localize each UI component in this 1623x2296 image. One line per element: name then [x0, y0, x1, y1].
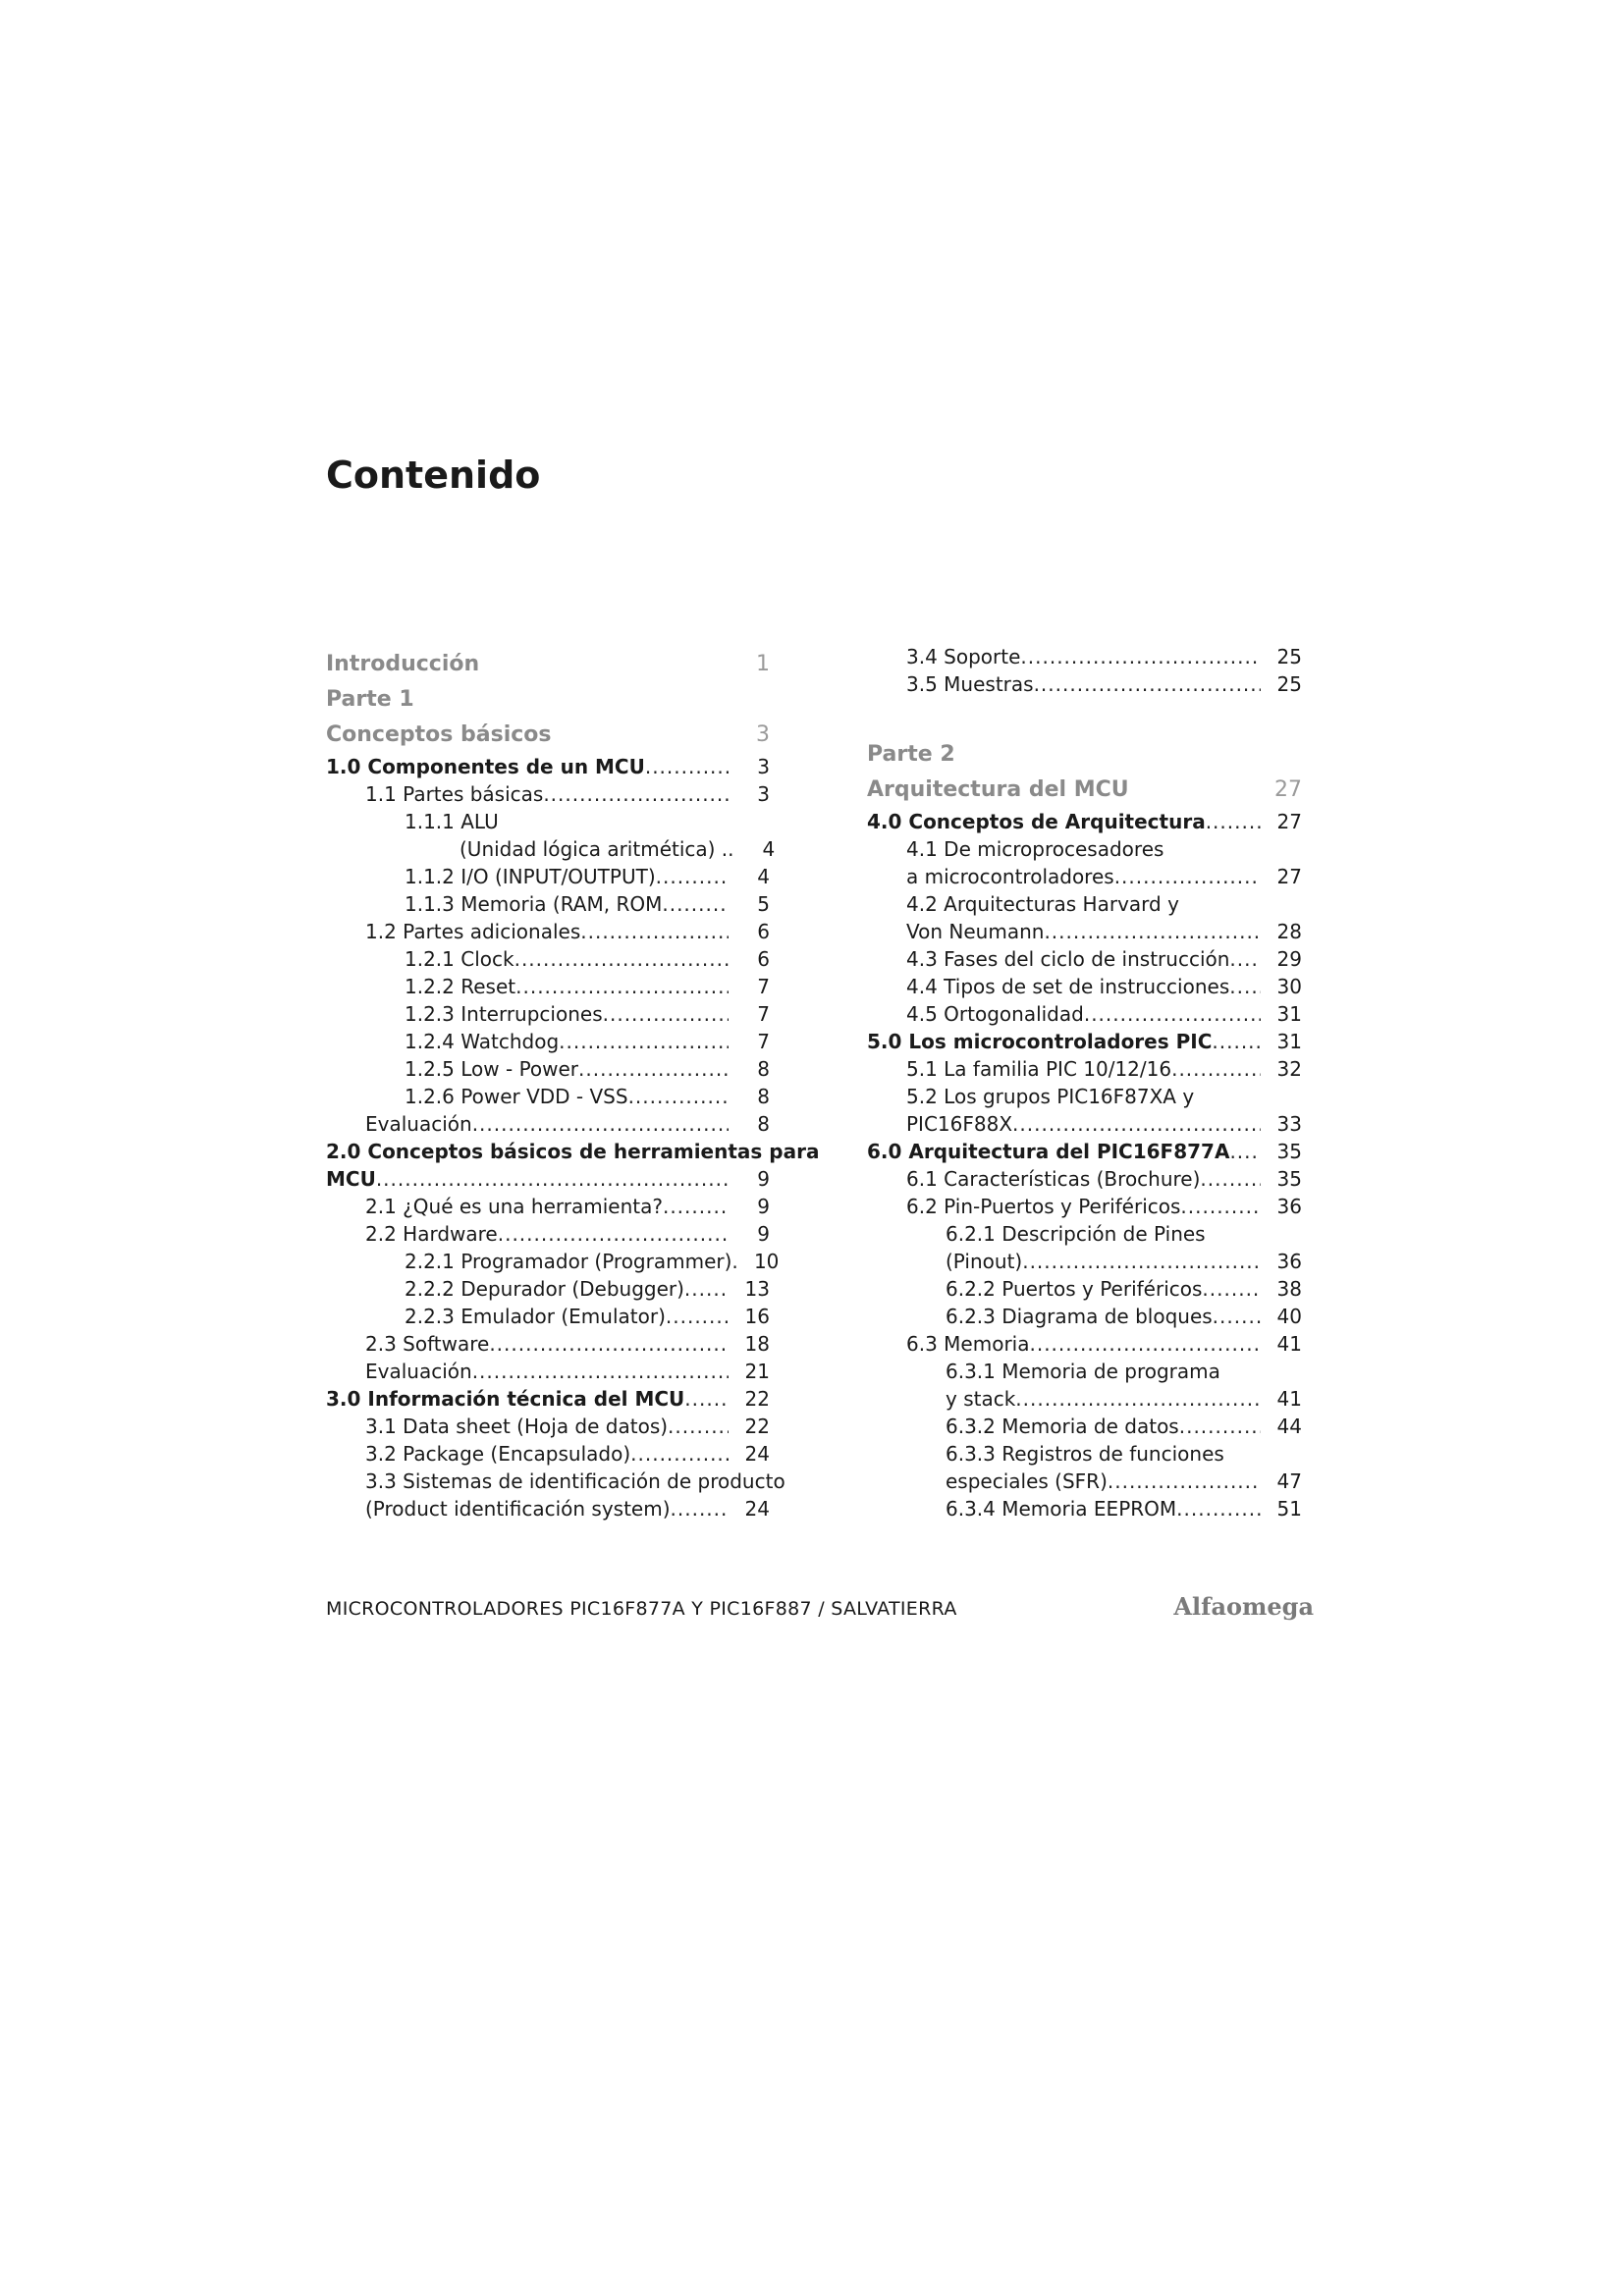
toc-entry: [867, 643, 1302, 670]
toc-entry: [326, 808, 770, 835]
toc-entry: [326, 1413, 770, 1440]
toc-entry: [326, 890, 770, 918]
toc-entry: [326, 1193, 770, 1220]
toc-dot-leader: [1034, 670, 1261, 698]
toc-dot-leader: [472, 1110, 729, 1138]
toc-entry-label: Parte 1: [326, 687, 414, 712]
toc-entry-label: 6.2.2 Puertos y Periféricos: [946, 1277, 1203, 1301]
toc-entry: [867, 1385, 1302, 1413]
toc-entry-page: 4: [762, 837, 776, 861]
toc-entry-page: 7: [757, 1030, 770, 1053]
toc-dot-leader: [645, 753, 729, 780]
toc-dot-leader: [1202, 1275, 1261, 1303]
toc-entry-page: 22: [744, 1387, 770, 1411]
toc-entry: [326, 1358, 770, 1385]
toc-entry-page: 18: [744, 1332, 770, 1356]
toc-dot-leader: [1229, 1138, 1261, 1165]
toc-section-heading: [326, 721, 770, 749]
toc-entry-page: 51: [1276, 1497, 1302, 1521]
toc-entry-label: 3.2 Package (Encapsulado): [365, 1442, 631, 1466]
toc-entry-label: 2.1 ¿Qué es una herramienta?: [365, 1195, 663, 1218]
toc-entry: [867, 1495, 1302, 1522]
toc-entry: [867, 1468, 1302, 1495]
toc-left-column: [326, 643, 820, 1522]
toc-entry-label: Conceptos básicos: [326, 722, 552, 747]
toc-entry: [867, 1138, 1302, 1165]
toc-entry-label: Parte 2: [867, 742, 955, 767]
toc-entry-page: 3: [757, 782, 770, 806]
toc-dot-leader: [1029, 1330, 1261, 1358]
toc-entry-label: 6.1 Características (Brochure): [906, 1167, 1201, 1191]
toc-entry-page: 41: [1276, 1332, 1302, 1356]
toc-dot-leader: [684, 1275, 729, 1303]
toc-dot-leader: [1044, 918, 1261, 945]
toc-entry-page: 1: [756, 652, 770, 676]
toc-dot-leader: [666, 1303, 729, 1330]
publisher-logo: Alfaomega: [1173, 1592, 1314, 1621]
toc-entry-page: 25: [1276, 672, 1302, 696]
toc-entry-page: 4: [757, 865, 770, 888]
toc-entry-label: 6.2.3 Diagrama de bloques: [946, 1305, 1213, 1328]
toc-entry-label: 1.0 Componentes de un MCU: [326, 755, 645, 778]
toc-dot-leader: [663, 1193, 729, 1220]
toc-entry-label: 3.3 Sistemas de identificación de producto: [365, 1469, 785, 1493]
toc-dot-leader: [1200, 1165, 1261, 1193]
toc-entry-label: 6.3.3 Registros de funciones: [946, 1442, 1224, 1466]
toc-entry-label: 4.1 De microprocesadores: [906, 837, 1164, 861]
toc-entry-label: 1.2.3 Interrupciones: [405, 1002, 603, 1026]
book-series-title: MICROCONTROLADORES PIC16F877A Y PIC16F887 / SALVATIERRA: [326, 1598, 957, 1620]
toc-entry: [326, 1330, 770, 1358]
toc-entry-label: 4.2 Arquitecturas Harvard y: [906, 892, 1179, 916]
toc-entry-label: PIC16F88X: [906, 1112, 1013, 1136]
toc-entry-label: 5.0 Los microcontroladores PIC: [867, 1030, 1213, 1053]
toc-entry-page: 33: [1276, 1112, 1302, 1136]
toc-entry-label: 2.0 Conceptos básicos de herramientas para: [326, 1140, 820, 1163]
toc-entry-label: (Product identificación system): [365, 1497, 671, 1521]
toc-entry-page: 7: [757, 975, 770, 998]
toc-entry-label: y stack: [946, 1387, 1016, 1411]
toc-entry-label: 3.1 Data sheet (Hoja de datos): [365, 1415, 669, 1438]
toc-dot-leader: [1176, 1495, 1261, 1522]
toc-entry-label: 4.3 Fases del ciclo de instrucción: [906, 947, 1230, 971]
toc-entry-page: 8: [757, 1085, 770, 1108]
toc-dot-leader: [1212, 1028, 1261, 1055]
toc-entry-page: 21: [744, 1360, 770, 1383]
toc-dot-leader: [376, 1165, 729, 1193]
toc-entry-label: 6.3.4 Memoria EEPROM: [946, 1497, 1177, 1521]
toc-entry-label: Evaluación: [365, 1360, 472, 1383]
toc-entry: [867, 1358, 1302, 1385]
page-footer: [326, 1592, 1314, 1621]
toc-dot-leader: [1171, 1055, 1261, 1083]
toc-dot-leader: [1022, 1248, 1261, 1275]
toc-entry-page: 35: [1276, 1140, 1302, 1163]
toc-entry-page: 28: [1276, 920, 1302, 943]
toc-entry: [867, 1000, 1302, 1028]
toc-entry-page: 29: [1276, 947, 1302, 971]
toc-entry: [867, 1413, 1302, 1440]
toc-entry: [326, 1275, 770, 1303]
toc-dot-leader: [1179, 1413, 1261, 1440]
toc-entry: [326, 1303, 770, 1330]
toc-entry-page: 44: [1276, 1415, 1302, 1438]
toc-entry-label: 1.2.5 Low - Power: [405, 1057, 579, 1081]
toc-entry-page: 8: [757, 1057, 770, 1081]
toc-entry-page: 13: [744, 1277, 770, 1301]
toc-entry: [326, 1028, 770, 1055]
toc-entry-label: 6.2 Pin-Puertos y Periféricos: [906, 1195, 1181, 1218]
toc-entry-page: 36: [1276, 1195, 1302, 1218]
toc-entry-page: 32: [1276, 1057, 1302, 1081]
toc-entry-page: 22: [744, 1415, 770, 1438]
toc-entry: [867, 1193, 1302, 1220]
toc-entry-label: 4.0 Conceptos de Arquitectura: [867, 810, 1206, 833]
toc-entry-label: 1.1.3 Memoria (RAM, ROM: [405, 892, 663, 916]
toc-dot-leader: [514, 945, 729, 973]
toc-entry-page: 35: [1276, 1167, 1302, 1191]
toc-dot-leader: [559, 1028, 729, 1055]
toc-entry-label: (Pinout): [946, 1250, 1023, 1273]
toc-entry: [326, 1495, 770, 1522]
toc-dot-leader: [1180, 1193, 1261, 1220]
toc-entry-label: 2.3 Software: [365, 1332, 490, 1356]
toc-dot-leader: [668, 1413, 729, 1440]
toc-entry-page: 24: [744, 1497, 770, 1521]
toc-entry-page: 47: [1276, 1469, 1302, 1493]
toc-dot-leader: [1084, 1000, 1261, 1028]
toc-entry-label: 3.4 Soporte: [906, 645, 1021, 668]
toc-entry: [867, 1440, 1302, 1468]
toc-entry-label: Von Neumann: [906, 920, 1045, 943]
toc-entry-page: 6: [757, 920, 770, 943]
toc-entry: [867, 1303, 1302, 1330]
toc-entry-page: 9: [757, 1222, 770, 1246]
toc-entry-page: 8: [757, 1112, 770, 1136]
toc-entry: [326, 973, 770, 1000]
toc-dot-leader: [578, 1055, 729, 1083]
toc-entry: [867, 945, 1302, 973]
toc-entry-label: 2.2.2 Depurador (Debugger): [405, 1277, 684, 1301]
toc-entry-page: 24: [744, 1442, 770, 1466]
toc-entry-label: 6.2.1 Descripción de Pines: [946, 1222, 1206, 1246]
toc-entry-page: 31: [1276, 1030, 1302, 1053]
toc-entry-page: 9: [757, 1167, 770, 1191]
toc-entry: [867, 918, 1302, 945]
toc-entry-label: 6.3.1 Memoria de programa: [946, 1360, 1220, 1383]
toc-entry: [326, 780, 770, 808]
toc-entry: [867, 1330, 1302, 1358]
toc-entry-label: 1.1.2 I/O (INPUT/OUTPUT): [405, 865, 656, 888]
toc-entry: [867, 1275, 1302, 1303]
toc-entry: [867, 1083, 1302, 1110]
toc-dot-leader: [628, 1083, 729, 1110]
toc-entry: [326, 945, 770, 973]
toc-entry: [867, 1165, 1302, 1193]
toc-entry-label: 6.3 Memoria: [906, 1332, 1030, 1356]
toc-dot-leader: [1206, 808, 1261, 835]
page-title: Contenido: [326, 454, 541, 497]
toc-entry-label: 1.2.1 Clock: [405, 947, 514, 971]
toc-entry: [867, 1055, 1302, 1083]
toc-entry-page: 27: [1274, 777, 1302, 802]
toc-entry-page: 38: [1276, 1277, 1302, 1301]
toc-entry-label: 3.0 Información técnica del MCU: [326, 1387, 685, 1411]
toc-dot-leader: [1229, 945, 1261, 973]
toc-entry-page: 10: [753, 1250, 780, 1273]
toc-dot-leader: [1012, 1110, 1261, 1138]
toc-dot-leader: [515, 973, 729, 1000]
toc-dot-leader: [1229, 973, 1261, 1000]
toc-entry: [326, 1468, 785, 1495]
toc-dot-leader: [1213, 1303, 1261, 1330]
toc-entry-label: Introducción: [326, 652, 480, 676]
toc-entry-label: 5.2 Los grupos PIC16F87XA y: [906, 1085, 1195, 1108]
toc-section-heading: [326, 686, 770, 714]
toc-entry-label: 2.2.3 Emulador (Emulator): [405, 1305, 666, 1328]
toc-entry-page: 9: [757, 1195, 770, 1218]
toc-entry-label: a microcontroladores: [906, 865, 1114, 888]
toc-dot-leader: [489, 1330, 729, 1358]
toc-entry: [326, 863, 770, 890]
toc-entry-label: Arquitectura del MCU: [867, 777, 1129, 802]
toc-entry: [326, 1055, 770, 1083]
toc-entry: [867, 1110, 1302, 1138]
toc-entry-label: 1.2.2 Reset: [405, 975, 516, 998]
toc-dot-leader: [472, 1358, 729, 1385]
toc-entry: [326, 1083, 770, 1110]
toc-entry-label: 3.5 Muestras: [906, 672, 1034, 696]
toc-entry-page: 16: [744, 1305, 770, 1328]
toc-entry-label: MCU: [326, 1167, 376, 1191]
toc-entry-page: 36: [1276, 1250, 1302, 1273]
toc-entry: [326, 835, 776, 863]
toc-entry-page: 30: [1276, 975, 1302, 998]
toc-entry: [326, 1138, 820, 1165]
toc-entry-page: 3: [756, 722, 770, 747]
toc-entry: [867, 863, 1302, 890]
toc-entry-page: 27: [1276, 810, 1302, 833]
toc-dot-leader: [1108, 1468, 1261, 1495]
toc-dot-leader: [1020, 643, 1261, 670]
toc-entry-label: 1.2.4 Watchdog: [405, 1030, 560, 1053]
toc-entry-label: 4.4 Tipos de set de instrucciones: [906, 975, 1230, 998]
toc-entry-label: Evaluación: [365, 1112, 472, 1136]
toc-entry-label: 2.2.1 Programador (Programmer): [405, 1250, 732, 1273]
toc-dot-leader: [1114, 863, 1261, 890]
toc-entry: [326, 1385, 770, 1413]
toc-dot-leader: [603, 1000, 729, 1028]
toc-entry-page: 3: [757, 755, 770, 778]
toc-entry-label: 1.1 Partes básicas: [365, 782, 544, 806]
toc-entry: [867, 808, 1302, 835]
toc-entry-label: 1.2 Partes adicionales: [365, 920, 581, 943]
toc-entry-page: [1261, 741, 1302, 769]
toc-entry: [867, 1220, 1302, 1248]
toc-entry: [326, 918, 770, 945]
toc-right-column: [867, 643, 1302, 1522]
toc-dot-leader: [630, 1440, 729, 1468]
toc-entry: [867, 973, 1302, 1000]
toc-entry-label: 6.0 Arquitectura del PIC16F877A: [867, 1140, 1230, 1163]
toc-dot-leader: [684, 1385, 729, 1413]
toc-entry-label: 2.2 Hardware: [365, 1222, 498, 1246]
toc-section-heading: [326, 651, 770, 678]
toc-section-heading: [867, 741, 1302, 769]
toc-entry-label: 1.2.6 Power VDD - VSS: [405, 1085, 628, 1108]
toc-entry: [326, 1000, 770, 1028]
toc-entry: [326, 1440, 770, 1468]
toc-entry-label: especiales (SFR): [946, 1469, 1108, 1493]
toc-section-heading: [867, 776, 1302, 804]
toc-entry-page: 7: [757, 1002, 770, 1026]
toc-entry: [867, 1248, 1302, 1275]
toc-entry: [867, 890, 1302, 918]
toc-entry-page: [729, 686, 770, 714]
toc-entry: [326, 1220, 770, 1248]
toc-entry: [326, 1110, 770, 1138]
toc-entry: [867, 670, 1302, 698]
toc-entry-page: 25: [1276, 645, 1302, 668]
toc-dot-leader: [656, 863, 729, 890]
toc-entry-label: 5.1 La familia PIC 10/12/16: [906, 1057, 1172, 1081]
toc-entry-page: 5: [757, 892, 770, 916]
toc-dot-leader: [580, 918, 729, 945]
toc-entry: [867, 835, 1302, 863]
toc-entry-page: 6: [757, 947, 770, 971]
toc-dot-leader: [498, 1220, 729, 1248]
toc-dot-leader: [543, 780, 729, 808]
toc-entry-label: 4.5 Ortogonalidad: [906, 1002, 1084, 1026]
toc-entry-page: 31: [1276, 1002, 1302, 1026]
toc-entry: [326, 1165, 770, 1193]
toc-entry: [326, 1248, 780, 1275]
toc-entry: [326, 753, 770, 780]
toc-entry-label: 1.1.1 ALU: [405, 810, 499, 833]
toc-dot-leader: [671, 1495, 729, 1522]
toc-dot-leader: [662, 890, 729, 918]
toc-entry-page: 27: [1276, 865, 1302, 888]
toc-dot-leader: [1015, 1385, 1261, 1413]
toc-spacer: [867, 698, 1302, 733]
toc-entry: [867, 1028, 1302, 1055]
toc-entry-label: 6.3.2 Memoria de datos: [946, 1415, 1179, 1438]
toc-entry-page: 41: [1276, 1387, 1302, 1411]
toc-entry-page: 40: [1276, 1305, 1302, 1328]
toc-entry-label: (Unidad lógica aritmética) .: [460, 837, 729, 861]
